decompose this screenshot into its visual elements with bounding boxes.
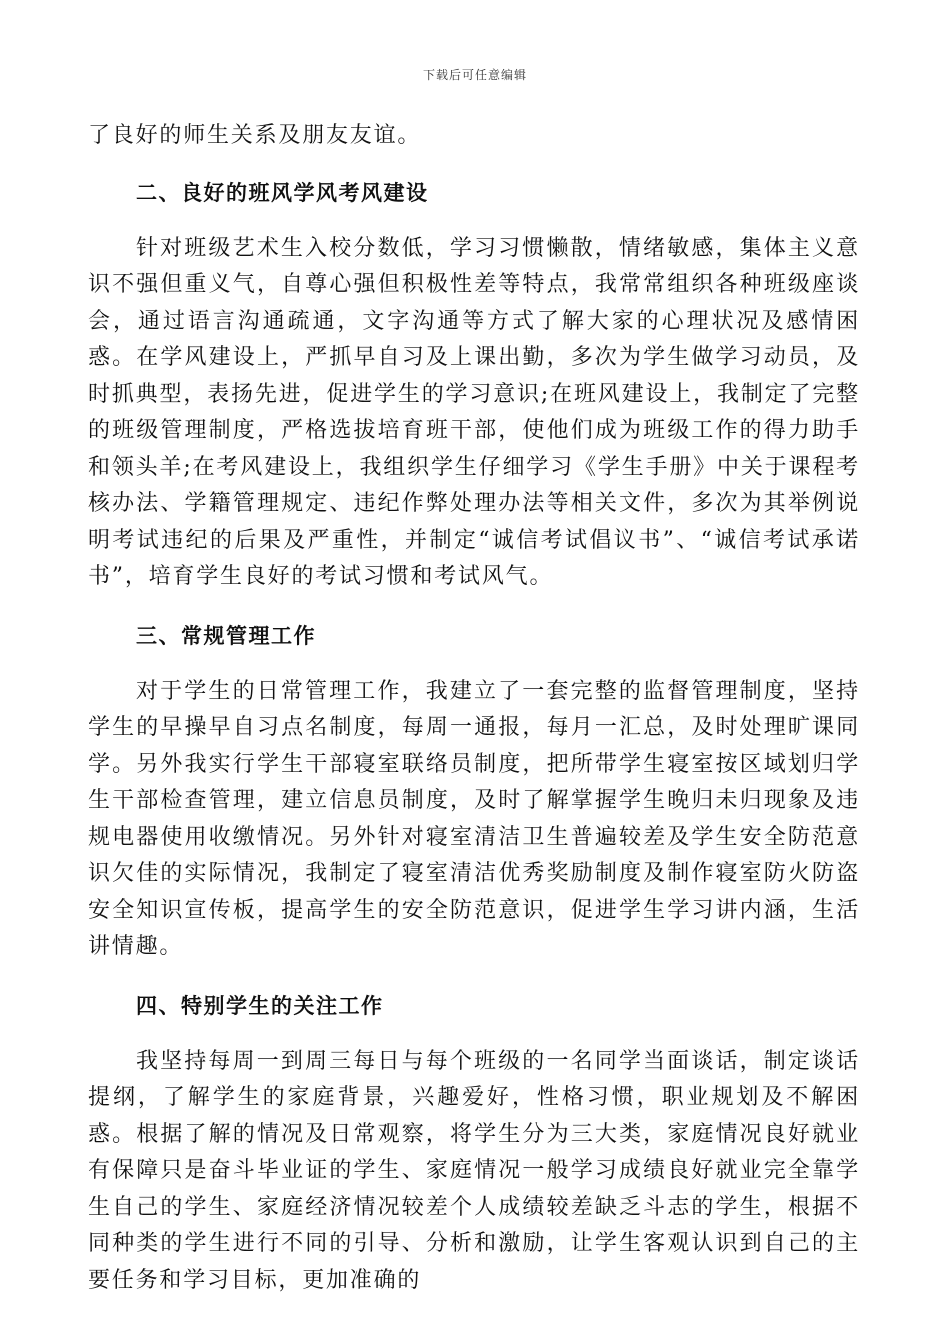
intro-tail-paragraph: 了良好的师生关系及朋友友谊。 <box>88 123 422 148</box>
spacer <box>88 155 860 175</box>
header-note: 下载后可任意编辑 <box>422 68 527 82</box>
spacer <box>88 1024 860 1044</box>
document-body <box>88 118 860 1299</box>
spacer <box>88 211 860 231</box>
section-paragraph-2: 针对班级艺术生入校分数低，学习习惯懒散，情绪敏感，集体主义意识不强但重义气，自尊心强但积极性差等特点，我常常组织各种班级座谈会，通过语言沟通疏通，文字沟通等方式了解大家的心理状况及感情困惑。在学风建设上，严抓早自习及上课出勤，多次为学生做学习动员，及时抓典型，表扬先进，促进学生的学习意识;在班风建设上，我制定了完整的班级管理制度，严格选拔培育班干部，使他们成为班级工作的得力助手和领头羊;在考风建设上，我组织学生仔细学习《学生手册》中关于课程考核办法、学籍管理规定、违纪作弊处理办法等相关文件，多次为其举例说明考试违纪的后果及严重性，并制定“诚信考试倡议书”、“诚信考试承诺书”，培育学生良好的考试习惯和考试风气。 <box>88 235 860 589</box>
section-paragraph-3: 对于学生的日常管理工作，我建立了一套完整的监督管理制度，坚持学生的早操早自习点名制度，每周一通报，每月一汇总，及时处理旷课同学。另外我实行学生干部寝室联络员制度，把所带学生寝室按区域划归学生干部检查管理，建立信息员制度，及时了解掌握学生晚归未归现象及违规电器使用收缴情况。另外针对寝室清洁卫生普遍较差及学生安全防范意识欠佳的实际情况，我制定了寝室清洁优秀奖励制度及制作寝室防火防盗安全知识宣传板，提高学生的安全防范意识，促进学生学习讲内涵，生活讲情趣。 <box>88 678 860 959</box>
section-heading-4: 四、特别学生的关注工作 <box>136 992 384 1018</box>
section-paragraph-4: 我坚持每周一到周三每日与每个班级的一名同学当面谈话，制定谈话提纲，了解学生的家庭背景，兴趣爱好，性格习惯，职业规划及不解困惑。根据了解的情况及日常观察，将学生分为三大类，家庭情况良好就业有保障只是奋斗毕业证的学生、家庭情况一般学习成绩良好就业完全靠学生自己的学生、家庭经济情况较差个人成绩较差缺乏斗志的学生，根据不同种类的学生进行不同的引导、分析和激励，让学生客观认识到自己的主要任务和学习目标，更加准确的 <box>88 1048 860 1293</box>
section-heading-2: 二、良好的班风学风考风建设 <box>136 179 429 205</box>
spacer <box>88 654 860 674</box>
spacer <box>88 966 860 988</box>
spacer <box>88 596 860 618</box>
section-heading-3: 三、常规管理工作 <box>136 622 316 648</box>
